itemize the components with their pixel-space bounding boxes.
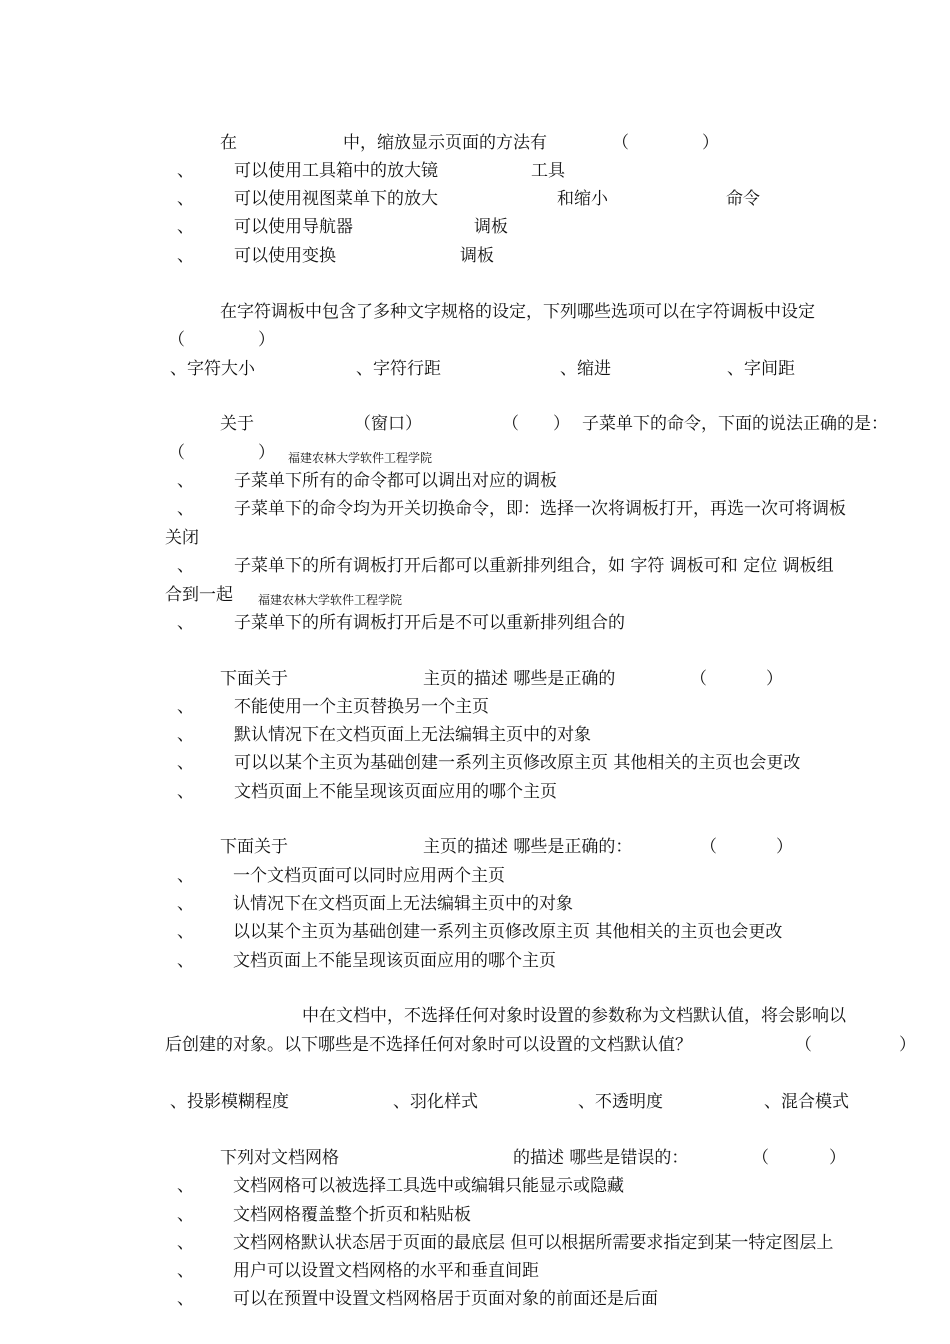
q1-stem-b: 中，缩放显示页面的方法有: [343, 133, 547, 153]
q5-stem-a: 下面关于: [220, 837, 288, 857]
q3-option-d-mark: 、: [177, 613, 194, 633]
watermark-text: 福建农林大学软件工程学院: [258, 593, 403, 607]
q3-option-b-mark: 、: [177, 499, 194, 519]
q7-paren-open: （: [752, 1148, 769, 1168]
q3-option-a: 子菜单下所有的命令都可以调出对应的调板: [234, 471, 557, 491]
q5-option-c-mark: 、: [177, 922, 194, 942]
q5-option-a: 一个文档页面可以同时应用两个主页: [233, 866, 505, 886]
q3-stem-b: （窗口）: [354, 414, 422, 434]
q5-paren-open: （: [700, 837, 717, 857]
q6-stem-b: 后创建的对象。以下哪些是不选择任何对象时可以设置的文档默认值？: [165, 1035, 692, 1055]
q2-option-b: 、字符行距: [356, 359, 441, 379]
q2-paren-open: （: [168, 330, 185, 350]
q6-stem-a: 中在文档中，不选择任何对象时设置的参数称为文档默认值，将会影响以: [302, 1006, 846, 1026]
q3-option-c-mark: 、: [177, 556, 194, 576]
q7-option-d: 用户可以设置文档网格的水平和垂直间距: [233, 1261, 539, 1281]
q6-option-c: 、不透明度: [578, 1092, 663, 1112]
q2-paren-close: ）: [258, 330, 275, 350]
q5-option-d-mark: 、: [177, 951, 194, 971]
q5-option-c: 以以某个主页为基础创建一系列主页修改原主页 其他相关的主页也会更改: [233, 922, 783, 942]
q7-option-b: 文档网格覆盖整个折页和粘贴板: [233, 1205, 471, 1225]
q3-option-b-cont: 关闭: [165, 528, 199, 548]
q3-paren-close: ）: [258, 443, 275, 463]
q7-option-c-mark: 、: [177, 1233, 194, 1253]
q4-stem-b: 主页的描述 哪些是正确的: [423, 669, 616, 689]
q5-option-b-mark: 、: [177, 894, 194, 914]
q3-paren-open: （: [168, 443, 185, 463]
q1-option-b-tail: 命令: [726, 189, 760, 209]
q3-stem-e: 子菜单下的命令，下面的说法正确的是：: [582, 414, 888, 434]
q3-option-a-mark: 、: [177, 471, 194, 491]
q1-stem-a: 在: [220, 133, 237, 153]
q2-option-c: 、缩进: [560, 359, 611, 379]
q1-option-a-mark: 、: [177, 161, 194, 181]
q3-stem-a: 关于: [220, 414, 254, 434]
q1-option-b: 可以使用视图菜单下的放大: [234, 189, 438, 209]
q3-option-b: 子菜单下的命令均为开关切换命令，即：选择一次将调板打开，再选一次可将调板: [234, 499, 846, 519]
q6-paren-close: ）: [899, 1035, 916, 1055]
q5-stem-b: 主页的描述 哪些是正确的：: [423, 837, 633, 857]
q5-option-b: 认情况下在文档页面上无法编辑主页中的对象: [233, 894, 573, 914]
q1-option-c-mark: 、: [177, 217, 194, 237]
q6-paren-open: （: [795, 1035, 812, 1055]
q6-option-b: 、羽化样式: [393, 1092, 478, 1112]
q1-option-a-tail: 工具: [531, 161, 565, 181]
q1-option-a: 可以使用工具箱中的放大镜: [234, 161, 438, 181]
q5-option-d: 文档页面上不能呈现该页面应用的哪个主页: [233, 951, 556, 971]
q1-paren-close: ）: [702, 133, 719, 153]
q3-option-c: 子菜单下的所有调板打开后都可以重新排列组合，如 字符 调板可和 定位 调板组: [234, 556, 834, 576]
q5-option-a-mark: 、: [177, 866, 194, 886]
q7-paren-close: ）: [829, 1148, 846, 1168]
q7-option-d-mark: 、: [177, 1261, 194, 1281]
q4-option-a: 不能使用一个主页替换另一个主页: [234, 697, 489, 717]
q7-option-e-mark: 、: [177, 1289, 194, 1309]
q3-stem-c: （: [502, 414, 519, 434]
q4-paren-close: ）: [766, 669, 783, 689]
q4-option-b: 默认情况下在文档页面上无法编辑主页中的对象: [234, 725, 591, 745]
q1-paren-open: （: [612, 133, 629, 153]
q4-option-d-mark: 、: [177, 782, 194, 802]
q1-option-b-mid: 和缩小: [557, 189, 608, 209]
q7-stem-b: 的描述 哪些是错误的：: [513, 1148, 689, 1168]
q7-option-a: 文档网格可以被选择工具选中或编辑只能显示或隐藏: [233, 1176, 624, 1196]
q3-option-d: 子菜单下的所有调板打开后是不可以重新排列组合的: [234, 613, 625, 633]
q6-option-d: 、混合模式: [764, 1092, 849, 1112]
q1-option-d: 可以使用变换: [234, 246, 336, 266]
q7-option-c: 文档网格默认状态居于页面的最底层 但可以根据所需要求指定到某一特定图层上: [233, 1233, 834, 1253]
q4-option-d: 文档页面上不能呈现该页面应用的哪个主页: [234, 782, 557, 802]
q7-option-b-mark: 、: [177, 1205, 194, 1225]
q1-option-d-tail: 调板: [460, 246, 494, 266]
q2-option-d: 、字间距: [727, 359, 795, 379]
q4-option-c-mark: 、: [177, 753, 194, 773]
q6-option-a: 、投影模糊程度: [170, 1092, 289, 1112]
q1-option-b-mark: 、: [177, 189, 194, 209]
q3-stem-d: ）: [553, 414, 570, 434]
q4-paren-open: （: [690, 669, 707, 689]
q7-option-a-mark: 、: [177, 1176, 194, 1196]
q2-option-a: 、字符大小: [170, 359, 255, 379]
q2-stem: 在字符调板中包含了多种文字规格的设定，下列哪些选项可以在字符调板中设定: [220, 302, 815, 322]
q7-option-e: 可以在预置中设置文档网格居于页面对象的前面还是后面: [233, 1289, 658, 1309]
q4-option-a-mark: 、: [177, 697, 194, 717]
q4-stem-a: 下面关于: [220, 669, 288, 689]
q4-option-c: 可以以某个主页为基础创建一系列主页修改原主页 其他相关的主页也会更改: [234, 753, 801, 773]
watermark-text: 福建农林大学软件工程学院: [288, 451, 433, 465]
q4-option-b-mark: 、: [177, 725, 194, 745]
q3-option-c-cont: 合到一起: [165, 585, 233, 605]
q7-stem-a: 下列对文档网格: [220, 1148, 339, 1168]
q1-option-d-mark: 、: [177, 246, 194, 266]
q1-option-c-tail: 调板: [474, 217, 508, 237]
q1-option-c: 可以使用导航器: [234, 217, 353, 237]
q5-paren-close: ）: [776, 837, 793, 857]
